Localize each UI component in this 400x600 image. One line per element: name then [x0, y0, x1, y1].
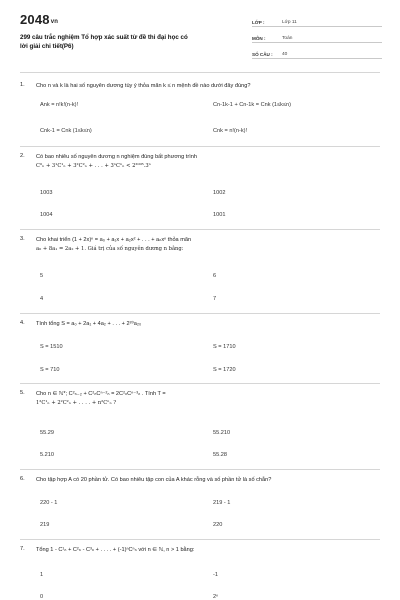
- answer-option[interactable]: 4: [40, 296, 44, 302]
- question-number: 1.: [20, 82, 25, 88]
- answer-option[interactable]: 6: [213, 273, 217, 279]
- question-divider: [20, 469, 380, 470]
- question-text: [36, 320, 376, 329]
- question-text: [36, 390, 376, 408]
- question-divider: [20, 383, 380, 384]
- question-divider: [20, 539, 380, 540]
- question-text-line: 1²C¹ₙ + 2²C²ₙ + . . . . + n²Cⁿₙ ?: [36, 400, 117, 406]
- answer-option[interactable]: 1001: [213, 212, 226, 218]
- logo-text: 2048: [20, 12, 50, 27]
- meta-label: MÔN :: [252, 36, 266, 41]
- logo-suffix: vn: [50, 19, 59, 25]
- answer-option[interactable]: Cnk-1 = Cnk (1≤k≤n): [40, 128, 92, 134]
- question-divider: [20, 313, 380, 314]
- question-text-line: Cho n và k là hai số nguyên dương tùy ý thỏa mãn k ≤ n mệnh đề nào dưới đây đúng?: [36, 83, 251, 89]
- answer-option[interactable]: S = 1510: [40, 344, 63, 350]
- question-text-line: Tổng 1 - C¹ₙ + C²ₙ - C³ₙ + . . . . + (-1)ⁿCⁿₙ với n ∈ ℕ, n > 1 bằng:: [36, 547, 195, 553]
- answer-option[interactable]: 2ⁿ: [213, 594, 219, 600]
- answer-option[interactable]: 219 - 1: [213, 500, 231, 506]
- answer-option[interactable]: S = 1710: [213, 344, 236, 350]
- question-text-line: Cho n ∈ ℕ*; C²ₙ₋₂ + C²ₙCⁿ⁻²ₙ = 2C²ₙCⁿ⁻³ₙ . Tính T =: [36, 391, 166, 397]
- question-number: 5.: [20, 390, 25, 396]
- question-text-line: Tính tổng S = a₀ + 2a₁ + 4a₂ + . . . + 2²⁰a₂₀: [36, 321, 142, 327]
- answer-option[interactable]: 0: [40, 594, 44, 600]
- question-number: 6.: [20, 476, 25, 482]
- answer-option[interactable]: 220 - 1: [40, 500, 58, 506]
- answer-option[interactable]: Ank = n!k!(n-k)!: [40, 102, 79, 108]
- question-number: 3.: [20, 236, 25, 242]
- question-divider: [20, 229, 380, 230]
- answer-option[interactable]: 219: [40, 522, 50, 528]
- page-header: [0, 0, 400, 66]
- question-text: [36, 476, 376, 485]
- question-text: [36, 236, 376, 254]
- meta-row-subject: [252, 31, 382, 43]
- meta-row-count: [252, 47, 382, 59]
- meta-value: Toán: [282, 36, 293, 41]
- meta-row-class: [252, 15, 382, 27]
- answer-option[interactable]: 5: [40, 273, 44, 279]
- answer-option[interactable]: -1: [213, 572, 218, 578]
- question-number: 2.: [20, 153, 25, 159]
- meta-label: SỐ CÂU :: [252, 52, 273, 57]
- answer-option[interactable]: 220: [213, 522, 223, 528]
- answer-option[interactable]: 1: [40, 572, 44, 578]
- answer-option[interactable]: 55.28: [213, 452, 227, 458]
- site-logo[interactable]: [20, 12, 58, 27]
- answer-option[interactable]: 55.29: [40, 430, 54, 436]
- meta-value: 40: [282, 52, 288, 57]
- question-number: 7.: [20, 546, 25, 552]
- question-text: [36, 82, 376, 91]
- answer-option[interactable]: Cnk = n!(n-k)!: [213, 128, 248, 134]
- question-text-line: Có bao nhiêu số nguyên dương n nghiệm đúng bất phương trình: [36, 154, 197, 160]
- answer-option[interactable]: 7: [213, 296, 217, 302]
- page-title-line2: lời giải chi tiết(P6): [20, 42, 74, 50]
- exam-meta: [252, 15, 382, 63]
- question-text: [36, 546, 376, 555]
- answer-option[interactable]: S = 710: [40, 367, 60, 373]
- question-text: [36, 153, 376, 171]
- question-number: 4.: [20, 320, 25, 326]
- meta-value: Lớp 11: [282, 20, 297, 25]
- answer-option[interactable]: 1003: [40, 190, 53, 196]
- meta-label: LỚP :: [252, 20, 265, 25]
- answer-option[interactable]: S = 1720: [213, 367, 236, 373]
- answer-option[interactable]: 5.210: [40, 452, 54, 458]
- answer-option[interactable]: 55.210: [213, 430, 231, 436]
- question-text-line: a₀ + 8a₁ = 2a₂ + 1. Giá trị của số nguyên dương n bằng:: [36, 246, 184, 252]
- question-divider: [20, 72, 380, 73]
- answer-option[interactable]: Cn-1k-1 + Cn-1k = Cnk (1≤k≤n): [213, 102, 291, 108]
- question-text-line: Cho tập hợp A có 20 phần tử. Có bao nhiêu tập con của A khác rỗng và số phần tử là số chẵn?: [36, 477, 272, 483]
- page-title: [20, 34, 235, 51]
- answer-option[interactable]: 1004: [40, 212, 53, 218]
- question-text-line: Cho khai triển (1 + 2x)ⁿ = a₀ + a₁x + a₂x² + . . . + aₙxⁿ thỏa mãn: [36, 237, 192, 243]
- question-text-line: C⁰ₙ + 3¹C¹ₙ + 3²C²ₙ + . . . + 3ⁿCⁿₙ < 2²⁰⁰⁵.3ⁿ: [36, 163, 151, 169]
- answer-option[interactable]: 1002: [213, 190, 226, 196]
- page-title-line1: 299 câu trắc nghiệm Tổ hợp xác suất từ đề thi đại học có: [20, 34, 188, 41]
- question-divider: [20, 146, 380, 147]
